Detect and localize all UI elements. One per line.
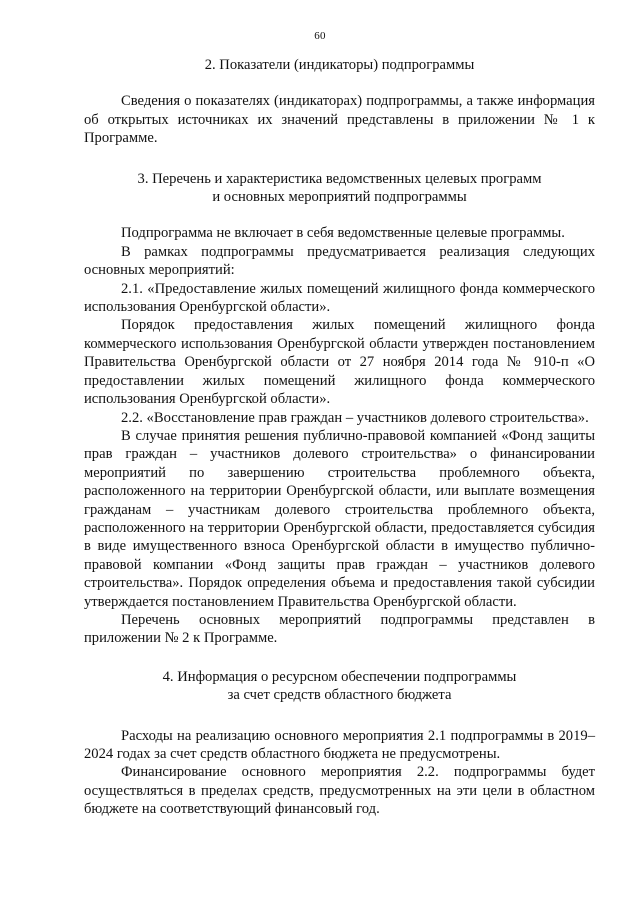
section-3-item-2-2: 2.2. «Восстановление прав граждан – участников долевого строительства». [121, 409, 589, 426]
section-4-paragraph-2: Финансирование основного мероприятия 2.2. подпрограммы будет осуществляться в пределах средств, предусмотренных на эти цели в областном бюджете на соответствующий финансовый год. [84, 764, 595, 818]
section-4-paragraph-1: Расходы на реализацию основного мероприятия 2.1 подпрограммы в 2019–2024 годах за счет средств областного бюджета не предусмотрены. [84, 727, 595, 762]
section-3-item-2-1: 2.1. «Предоставление жилых помещений жилищного фонда коммерческого использования Оренбургской области». [84, 280, 595, 316]
section-4-title-line-1: 4. Информация о ресурсном обеспечении подпрограммы [162, 668, 517, 685]
section-2-paragraph-1: Сведения о показателях (индикаторах) подпрограммы, а также информация об открытых источниках их значений представлены в приложении № 1 к Программе. [84, 93, 595, 147]
page-number: 60 [314, 30, 326, 42]
section-3-paragraph-2: В рамках подпрограммы предусматривается реализация следующих основных мероприятий: [84, 243, 595, 279]
section-2-heading [84, 56, 595, 74]
section-3-paragraph-6: В случае принятия решения публично-правовой компанией «Фонд защиты прав граждан – участников долевого строительства» о финансировании мероприятий по завершению строительства проблемного объекта, расположенного на территории Оренбургской области, или выплате возмещения гражданам – участникам долевого строительства проблемного объекта, расположенного на территории Оренбургской области, предоставляется субсидия в виде имущественного взноса Оренбургской области в имущество публично-правовой компании «Фонд защиты прав граждан – участников долевого строительства». Порядок определения объема и предоставления такой субсидии утверждается постановлением Правительства Оренбургской области. [84, 427, 595, 610]
document-body [84, 56, 595, 819]
section-3-paragraph-1: Подпрограмма не включает в себя ведомственные целевые программы. [121, 225, 565, 242]
section-3-heading [84, 170, 595, 207]
section-3-title-line-1: 3. Перечень и характеристика ведомственных целевых программ [137, 170, 542, 187]
section-2-title: 2. Показатели (индикаторы) подпрограммы [204, 57, 475, 73]
section-4-heading [84, 668, 595, 705]
section-4-title-line-2: за счет средств областного бюджета [227, 687, 452, 704]
section-3-title-line-2: и основных мероприятий подпрограммы [212, 189, 467, 206]
section-3-paragraph-7: Перечень основных мероприятий подпрограммы представлен в приложении № 2 к Программе. [84, 611, 595, 647]
section-3-paragraph-4: Порядок предоставления жилых помещений жилищного фонда коммерческого использования Оренбургской области утвержден постановлением Правительства Оренбургской области от 27 ноября 2014 года № 910-п «О предоставлении жилых помещений жилищного фонда коммерческого использования Оренбургской области». [84, 317, 595, 408]
